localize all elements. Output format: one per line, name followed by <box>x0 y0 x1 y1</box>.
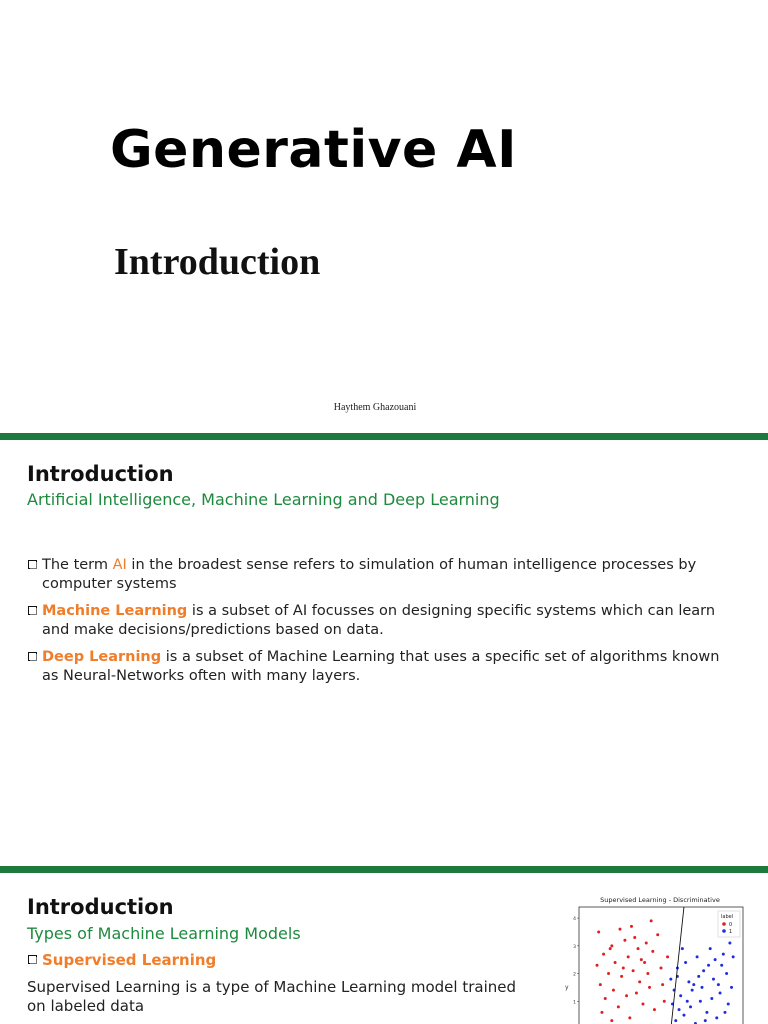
scatter-point-class-0 <box>650 919 653 922</box>
scatter-point-class-1 <box>678 1008 681 1011</box>
scatter-point-class-1 <box>719 991 722 994</box>
scatter-point-class-0 <box>596 964 599 967</box>
bullet-text: is a subset of Machine Learning that uses a specific set of algorithms known as Neural-Networks often with many layers. <box>42 649 720 684</box>
scatter-point-class-0 <box>612 989 615 992</box>
scatter-point-class-1 <box>714 958 717 961</box>
scatter-point-class-0 <box>635 991 638 994</box>
scatter-point-class-1 <box>701 986 704 989</box>
scatter-point-class-0 <box>648 986 651 989</box>
scatter-point-class-1 <box>692 983 695 986</box>
scatter-point-class-0 <box>663 1000 666 1003</box>
y-tick-label: 4 <box>573 917 576 923</box>
scatter-point-class-0 <box>610 944 613 947</box>
scatter-point-class-0 <box>619 928 622 931</box>
scatter-point-class-0 <box>656 933 659 936</box>
scatter-point-class-1 <box>722 953 725 956</box>
author-name: Haythem Ghazouani <box>333 402 417 413</box>
y-tick-label: 2 <box>573 972 576 978</box>
scatter-point-class-1 <box>696 955 699 958</box>
scatter-point-class-1 <box>679 994 682 997</box>
bullet-item <box>27 648 727 686</box>
scatter-point-class-0 <box>653 1008 656 1011</box>
scatter-point-class-0 <box>597 930 600 933</box>
scatter-point-class-0 <box>646 972 649 975</box>
chart-title: Supervised Learning - Discriminative <box>600 896 720 904</box>
scatter-point-class-1 <box>674 1019 677 1022</box>
scatter-point-class-1 <box>707 964 710 967</box>
scatter-point-class-0 <box>622 967 625 970</box>
scatter-point-class-1 <box>691 989 694 992</box>
scatter-point-class-1 <box>704 1019 707 1022</box>
bullet-label-text: Supervised Learning <box>42 951 217 969</box>
chart-legend <box>718 911 740 937</box>
scatter-point-class-0 <box>633 936 636 939</box>
scatter-point-class-1 <box>712 978 715 981</box>
scatter-point-class-0 <box>625 994 628 997</box>
bullet-text: is a subset of AI focusses on designing specific systems which can learn and make decisions/predictions based on data. <box>42 603 716 638</box>
scatter-point-class-1 <box>682 1014 685 1017</box>
slide-subheading: Artificial Intelligence, Machine Learning and Deep Learning <box>27 490 500 509</box>
y-axis-label: y <box>565 984 569 991</box>
scatter-point-class-1 <box>702 969 705 972</box>
scatter-point-class-0 <box>641 1003 644 1006</box>
checkbox-bullet-icon <box>28 560 37 569</box>
scatter-point-class-0 <box>638 980 641 983</box>
scatter-point-class-0 <box>600 1011 603 1014</box>
y-tick-label: 3 <box>573 944 576 950</box>
slide-separator <box>0 866 768 873</box>
scatter-chart <box>555 889 755 1024</box>
bullet-item <box>27 556 727 594</box>
scatter-point-class-0 <box>614 961 617 964</box>
scatter-point-class-0 <box>637 947 640 950</box>
scatter-point-class-0 <box>599 983 602 986</box>
scatter-point-class-0 <box>620 975 623 978</box>
scatter-point-class-0 <box>660 967 663 970</box>
slide-subtitle: Introduction <box>114 241 321 283</box>
highlight-term: Deep Learning <box>42 649 162 665</box>
slide-heading: Introduction <box>27 462 174 486</box>
highlight-term: Machine Learning <box>42 603 188 619</box>
scatter-point-class-1 <box>723 1011 726 1014</box>
supervised-learning-description: Supervised Learning is a type of Machine Learning model trained on labeled data <box>27 978 517 1015</box>
scatter-point-class-0 <box>643 961 646 964</box>
scatter-point-class-1 <box>684 961 687 964</box>
legend-marker-0 <box>722 922 726 926</box>
scatter-point-class-1 <box>717 983 720 986</box>
intro-slide <box>0 440 768 866</box>
scatter-point-class-1 <box>720 964 723 967</box>
scatter-point-class-1 <box>715 1016 718 1019</box>
scatter-point-class-1 <box>689 1005 692 1008</box>
slide-heading: Introduction <box>27 895 174 919</box>
scatter-point-class-1 <box>681 947 684 950</box>
scatter-point-class-0 <box>651 950 654 953</box>
scatter-point-class-1 <box>697 975 700 978</box>
scatter-point-class-0 <box>632 969 635 972</box>
supervised-learning-label <box>27 951 216 969</box>
scatter-point-class-1 <box>705 1011 708 1014</box>
bullet-item <box>27 602 727 640</box>
checkbox-bullet-icon <box>28 955 37 964</box>
slide-separator <box>0 433 768 440</box>
legend-entry-1: 1 <box>729 929 733 935</box>
scatter-point-class-0 <box>645 942 648 945</box>
highlight-term: AI <box>112 557 127 573</box>
scatter-point-class-0 <box>617 1005 620 1008</box>
scatter-point-class-0 <box>623 939 626 942</box>
legend-title: label <box>721 914 734 920</box>
legend-marker-1 <box>722 929 726 933</box>
slide-title: Generative AI <box>110 120 518 180</box>
slide-subheading: Types of Machine Learning Models <box>27 924 301 943</box>
scatter-point-class-1 <box>725 972 728 975</box>
scatter-point-class-0 <box>610 1019 613 1022</box>
scatter-point-class-1 <box>728 942 731 945</box>
scatter-point-class-0 <box>609 947 612 950</box>
scatter-point-class-0 <box>628 1016 631 1019</box>
scatter-point-class-1 <box>687 980 690 983</box>
bullet-text: The term <box>42 557 113 573</box>
scatter-point-class-1 <box>699 1000 702 1003</box>
scatter-point-class-1 <box>686 1000 689 1003</box>
scatter-point-class-0 <box>602 953 605 956</box>
scatter-point-class-1 <box>730 986 733 989</box>
scatter-point-class-0 <box>666 955 669 958</box>
checkbox-bullet-icon <box>28 606 37 615</box>
y-tick-label: 1 <box>573 1000 576 1006</box>
scatter-point-class-0 <box>640 958 643 961</box>
ml-types-slide <box>0 873 768 1024</box>
bullet-list <box>27 556 727 694</box>
scatter-point-class-0 <box>630 925 633 928</box>
title-slide <box>0 0 768 433</box>
scatter-point-class-0 <box>627 955 630 958</box>
scatter-point-class-1 <box>669 978 672 981</box>
scatter-point-class-1 <box>732 955 735 958</box>
scatter-point-class-0 <box>661 983 664 986</box>
bullet-text: in the broadest sense refers to simulation of human intelligence processes by computer systems <box>42 557 697 592</box>
scatter-point-class-0 <box>607 972 610 975</box>
scatter-point-class-0 <box>604 997 607 1000</box>
checkbox-bullet-icon <box>28 652 37 661</box>
scatter-point-class-1 <box>727 1003 730 1006</box>
scatter-point-class-1 <box>710 997 713 1000</box>
scatter-point-class-1 <box>709 947 712 950</box>
legend-entry-0: 0 <box>729 922 733 928</box>
